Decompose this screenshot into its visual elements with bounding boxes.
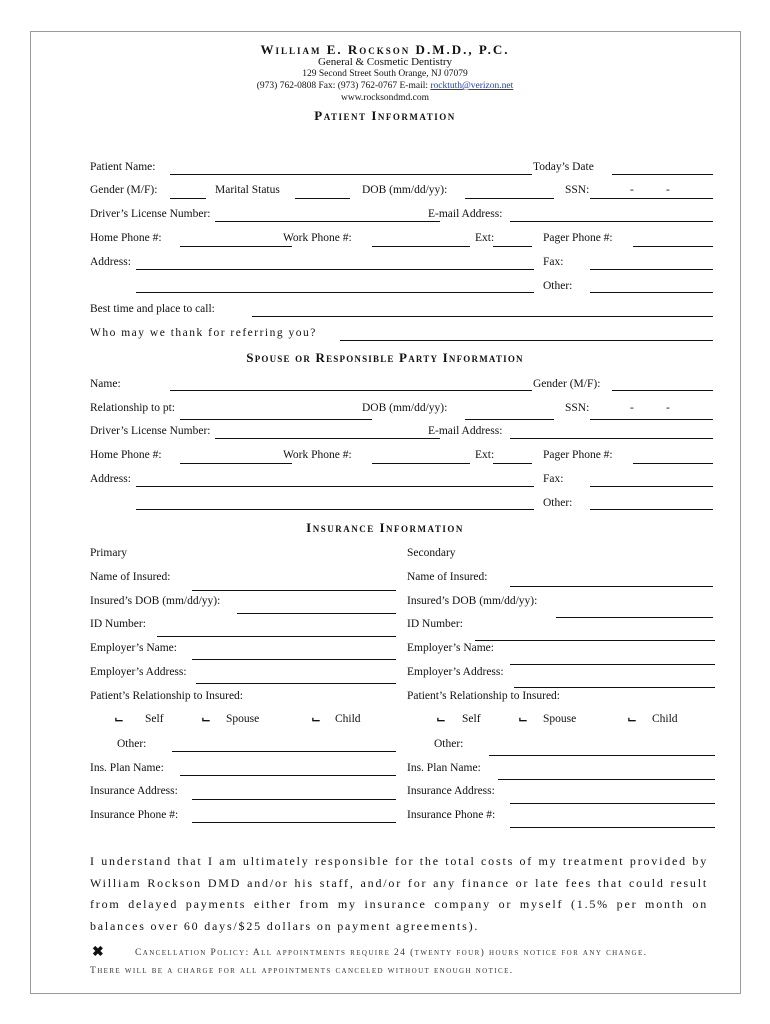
label-primary-ins-phone: Insurance Phone #: <box>90 809 179 821</box>
label-primary-name-insured: Name of Insured: <box>90 571 171 583</box>
label-spouse-pager: Pager Phone #: <box>543 449 613 461</box>
label-spouse-name: Name: <box>90 378 121 390</box>
ssn-dash: - <box>630 402 634 414</box>
practice-name: William E. Rockson D.M.D., P.C. <box>260 42 510 57</box>
label-secondary-child: Child <box>652 713 678 725</box>
label-address: Address: <box>90 256 131 268</box>
ssn-dash: - <box>666 402 670 414</box>
practice-contact <box>0 81 770 91</box>
label-primary-self: Self <box>145 713 164 725</box>
label-spouse-other: Other: <box>543 497 573 509</box>
field-secondary-name-insured[interactable] <box>510 586 713 587</box>
label-spouse-email: E-mail Address: <box>428 425 503 437</box>
label-secondary-other: Other: <box>434 738 464 750</box>
label-todays-date: Today’s Date <box>533 161 594 173</box>
x-mark-icon: ✖ <box>92 945 104 960</box>
field-home-phone[interactable] <box>180 246 292 247</box>
label-secondary-relationship: Patient’s Relationship to Insured: <box>407 690 560 702</box>
field-primary-name-insured[interactable] <box>192 590 396 591</box>
label-gender: Gender (M/F): <box>90 184 158 196</box>
label-primary-id: ID Number: <box>90 618 146 630</box>
field-primary-employer[interactable] <box>192 659 396 660</box>
label-primary: Primary <box>90 547 128 559</box>
label-marital: Marital Status <box>215 184 280 196</box>
field-license[interactable] <box>215 221 440 222</box>
field-secondary-other[interactable] <box>489 755 715 756</box>
field-secondary-plan[interactable] <box>498 779 715 780</box>
website: www.rocksondmd.com <box>340 93 430 103</box>
responsibility-statement: I understand that I am ultimately responsible for the total costs of my treatment provided by William Rockson DMD and/or his staff, and/or for any finance or late fees that could result from delayed payments either from my insurance company or myself (1.5% per month on balances over 60 days/$25 dollars on payment agreements). <box>90 854 708 933</box>
label-spouse-ext: Ext: <box>475 449 495 461</box>
label-secondary-ins-address: Insurance Address: <box>407 785 495 797</box>
field-best-time[interactable] <box>252 316 713 317</box>
checkbox-secondary-child[interactable]: ⌙ <box>627 712 638 726</box>
field-spouse-other[interactable] <box>590 509 713 510</box>
field-other[interactable] <box>590 292 713 293</box>
label-secondary-insured-dob: Insured’s DOB (mm/dd/yy): <box>407 595 538 607</box>
label-home-phone: Home Phone #: <box>90 232 162 244</box>
field-primary-id[interactable] <box>157 636 396 637</box>
label-secondary-employer: Employer’s Name: <box>407 642 494 654</box>
label-spouse-home-phone: Home Phone #: <box>90 449 162 461</box>
cancellation-policy-line2: There will be a charge for all appointments canceled without enough notice. <box>90 966 514 976</box>
field-spouse-name[interactable] <box>170 390 532 391</box>
field-work-phone[interactable] <box>372 246 470 247</box>
label-ssn: SSN: <box>565 184 590 196</box>
field-spouse-email[interactable] <box>510 438 713 439</box>
field-primary-employer-address[interactable] <box>196 683 396 684</box>
cancellation-policy-line1: Cancellation Policy: All appointments require 24 (twenty four) hours notice for any change. <box>135 948 648 958</box>
label-spouse-gender: Gender (M/F): <box>533 378 601 390</box>
label-spouse-address: Address: <box>90 473 131 485</box>
field-spouse-work-phone[interactable] <box>372 463 470 464</box>
field-spouse-address-line1[interactable] <box>136 486 534 487</box>
label-best-time: Best time and place to call: <box>90 303 215 315</box>
checkbox-secondary-spouse[interactable]: ⌙ <box>518 712 529 726</box>
label-spouse-work-phone: Work Phone #: <box>283 449 352 461</box>
label-work-phone: Work Phone #: <box>283 232 352 244</box>
label-primary-employer-address: Employer’s Address: <box>90 666 187 678</box>
field-secondary-employer[interactable] <box>510 664 715 665</box>
label-secondary: Secondary <box>407 547 456 559</box>
section-title-patient: Patient Information <box>314 108 456 123</box>
label-primary-other: Other: <box>117 738 147 750</box>
field-fax[interactable] <box>590 269 713 270</box>
label-secondary-employer-address: Employer’s Address: <box>407 666 504 678</box>
label-secondary-plan: Ins. Plan Name: <box>407 762 481 774</box>
label-secondary-id: ID Number: <box>407 618 463 630</box>
field-spouse-license[interactable] <box>215 438 440 439</box>
field-primary-insured-dob[interactable] <box>237 613 396 614</box>
checkbox-primary-child[interactable]: ⌙ <box>311 712 322 726</box>
checkbox-primary-self[interactable]: ⌙ <box>114 712 125 726</box>
label-relationship: Relationship to pt: <box>90 402 175 414</box>
field-ext[interactable] <box>493 246 532 247</box>
practice-specialty: General & Cosmetic Dentistry <box>317 56 453 68</box>
ssn-dash: - <box>666 184 670 196</box>
field-referral[interactable] <box>340 340 713 341</box>
label-primary-insured-dob: Insured’s DOB (mm/dd/yy): <box>90 595 221 607</box>
ssn-dash: - <box>630 184 634 196</box>
label-primary-plan: Ins. Plan Name: <box>90 762 164 774</box>
label-secondary-self: Self <box>462 713 481 725</box>
label-secondary-spouse: Spouse <box>543 713 577 725</box>
label-patient-name: Patient Name: <box>90 161 156 173</box>
field-gender[interactable] <box>170 198 206 199</box>
field-spouse-gender[interactable] <box>612 390 713 391</box>
field-relationship[interactable] <box>180 419 372 420</box>
label-secondary-ins-phone: Insurance Phone #: <box>407 809 496 821</box>
phone-fax: (973) 762-0808 Fax: (973) 762-0767 E-mail: <box>256 81 428 91</box>
field-primary-other[interactable] <box>172 751 396 752</box>
label-pager: Pager Phone #: <box>543 232 613 244</box>
label-ext: Ext: <box>475 232 495 244</box>
field-patient-name[interactable] <box>170 174 532 175</box>
field-primary-plan[interactable] <box>180 775 396 776</box>
field-address-line1[interactable] <box>136 269 534 270</box>
label-primary-ins-address: Insurance Address: <box>90 785 178 797</box>
field-primary-ins-phone[interactable] <box>192 822 396 823</box>
checkbox-primary-spouse[interactable]: ⌙ <box>201 712 212 726</box>
field-secondary-ins-phone[interactable] <box>510 827 715 828</box>
label-spouse-ssn: SSN: <box>565 402 590 414</box>
section-title-spouse: Spouse or Responsible Party Information <box>246 350 524 365</box>
label-spouse-dob: DOB (mm/dd/yy): <box>362 402 448 414</box>
field-email[interactable] <box>510 221 713 222</box>
field-address-line2[interactable] <box>136 292 534 293</box>
label-primary-relationship: Patient’s Relationship to Insured: <box>90 690 243 702</box>
email-link[interactable]: rocktuth@verizon.net <box>430 81 514 91</box>
field-spouse-dob[interactable] <box>465 419 554 420</box>
label-spouse-license: Driver’s License Number: <box>90 425 211 437</box>
section-title-insurance: Insurance Information <box>306 520 464 535</box>
form-border <box>30 31 741 994</box>
field-spouse-home-phone[interactable] <box>180 463 292 464</box>
label-secondary-name-insured: Name of Insured: <box>407 571 488 583</box>
label-referral: Who may we thank for referring you? <box>90 327 317 339</box>
field-spouse-ext[interactable] <box>493 463 532 464</box>
field-marital[interactable] <box>295 198 350 199</box>
field-spouse-fax[interactable] <box>590 486 713 487</box>
label-license: Driver’s License Number: <box>90 208 211 220</box>
field-todays-date[interactable] <box>612 174 713 175</box>
field-secondary-insured-dob[interactable] <box>556 617 713 618</box>
checkbox-secondary-self[interactable]: ⌙ <box>436 712 447 726</box>
practice-address: 129 Second Street South Orange, NJ 07079 <box>302 69 468 79</box>
field-spouse-ssn[interactable] <box>590 419 713 420</box>
label-primary-employer: Employer’s Name: <box>90 642 177 654</box>
field-ssn[interactable] <box>590 198 713 199</box>
field-dob[interactable] <box>465 198 554 199</box>
label-primary-spouse: Spouse <box>226 713 260 725</box>
field-secondary-employer-address[interactable] <box>514 687 715 688</box>
field-secondary-id[interactable] <box>475 640 715 641</box>
field-spouse-pager[interactable] <box>633 463 713 464</box>
label-other: Other: <box>543 280 573 292</box>
label-primary-child: Child <box>335 713 361 725</box>
label-spouse-fax: Fax: <box>543 473 564 485</box>
label-email: E-mail Address: <box>428 208 503 220</box>
label-fax: Fax: <box>543 256 564 268</box>
field-primary-ins-address[interactable] <box>192 799 396 800</box>
field-pager[interactable] <box>633 246 713 247</box>
label-dob: DOB (mm/dd/yy): <box>362 184 448 196</box>
field-spouse-address-line2[interactable] <box>136 509 534 510</box>
field-secondary-ins-address[interactable] <box>510 803 715 804</box>
